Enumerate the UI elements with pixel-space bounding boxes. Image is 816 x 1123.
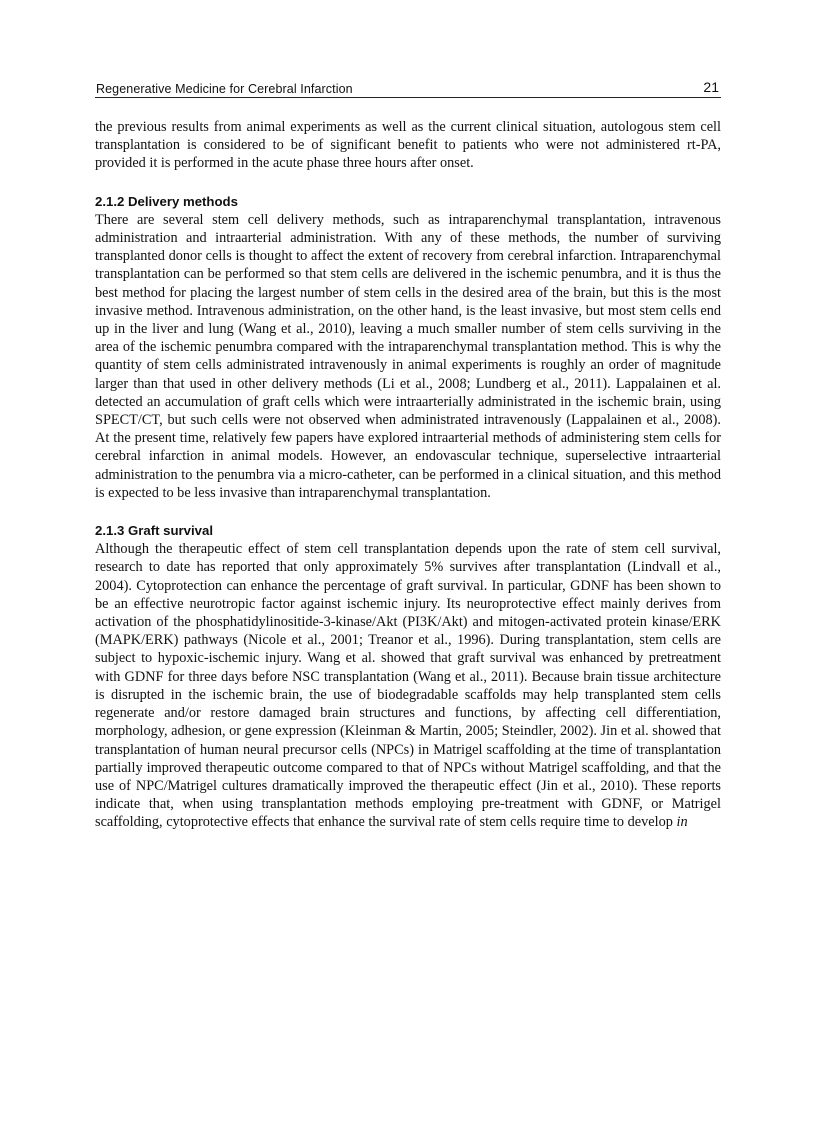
delivery-methods-heading: 2.1.2 Delivery methods (95, 193, 238, 209)
trailing-italic-word: in (676, 814, 688, 831)
page-header (95, 77, 721, 99)
article-body (95, 118, 721, 832)
intro-paragraph: the previous results from animal experiments as well as the current clinical situation, autologous stem cell transplantation is considered to be of significant benefit to patients who were not administered rt-PA, provided it is performed in the acute phase three hours after onset. (95, 119, 721, 172)
running-title: Regenerative Medicine for Cerebral Infarction (96, 82, 353, 96)
graft-survival-paragraph (95, 540, 721, 831)
section-gap (95, 173, 721, 193)
delivery-methods-paragraph: There are several stem cell delivery methods, such as intraparenchymal transplantation, intravenous administration and intraarterial administration. With any of these methods, the number of surviving transplanted donor cells is thought to affect the extent of recovery from cerebral infarction. Intraparenchymal transplantation can be performed so that stem cells are delivered in the ischemic penumbra, and it is thus the best method for placing the largest number of stem cells in the desired area of the brain, but this is the most invasive method. Intravenous administration, on the other hand, is the least invasive, but most stem cells end up in the liver and lung (Wang et al., 2010), leaving a much smaller number of stem cells surviving in the area of the ischemic penumbra compared with the intraparenchymal transplantation method. This is why the quantity of stem cells administrated intravenously in animal experiments is roughly an order of magnitude larger than that used in other delivery methods (Li et al., 2008; Lundberg et al., 2011). Lappalainen et al. detected an accumulation of graft cells which were intraarterially administrated in the ischemic brain, using SPECT/CT, but such cells were not observed when administrated intravenously (Lappalainen et al., 2008). At the present time, relatively few papers have explored intraarterial methods of administering stem cells for cerebral infarction in animal models. However, an endovascular technique, superselective intraarterial administration to the penumbra via a micro-catheter, can be performed in a clinical situation, and this method is expected to be less invasive than intraparenchymal transplantation. (95, 211, 721, 501)
section-gap (95, 502, 721, 522)
graft-survival-heading: 2.1.3 Graft survival (95, 523, 214, 539)
page-number: 21 (703, 79, 719, 95)
graft-survival-text: Although the therapeutic effect of stem cell transplantation depends upon the rate of stem cell survival, research to date has reported that only approximately 5% survives after transplantation (Lindvall et al., 2004). Cytoprotection can enhance the percentage of graft survival. In particular, GDNF has been shown to be an effective neurotropic factor against ischemic injury. Its neuroprotective effect mainly derives from activation of the phosphatidylinositide-3-kinase/Akt (PI3K/Akt) and mitogen-activated protein kinase/ERK (MAPK/ERK) pathways (Nicole et al., 2001; Treanor et al., 1996). During transplantation, stem cells are subject to hypoxic-ischemic injury. Wang et al. showed that graft survival was enhanced by pretreatment with GDNF for three days before NSC transplantation (Wang et al., 2011). Because brain tissue architecture is disrupted in the ischemic brain, the use of biodegradable scaffolds may help transplanted stem cells regenerate and/or restore damaged brain structures and functions, by affecting cell differentiation, morphology, adhesion, or gene expression (Kleinman & Martin, 2005; Steindler, 2002). Jin et al. showed that transplantation of human neural precursor cells (NPCs) in Matrigel scaffolding at the time of transplantation partially improved therapeutic outcome compared to that of NPCs without Matrigel scaffolding, and that the use of NPC/Matrigel cultures dramatically improved the therapeutic effect (Jin et al., 2010). These reports indicate that, when using transplantation methods employing pre-treatment with GDNF, or Matrigel scaffolding, cytoprotective effects that enhance the survival rate of stem cells require time to develop (95, 541, 721, 831)
header-rule (95, 97, 721, 98)
